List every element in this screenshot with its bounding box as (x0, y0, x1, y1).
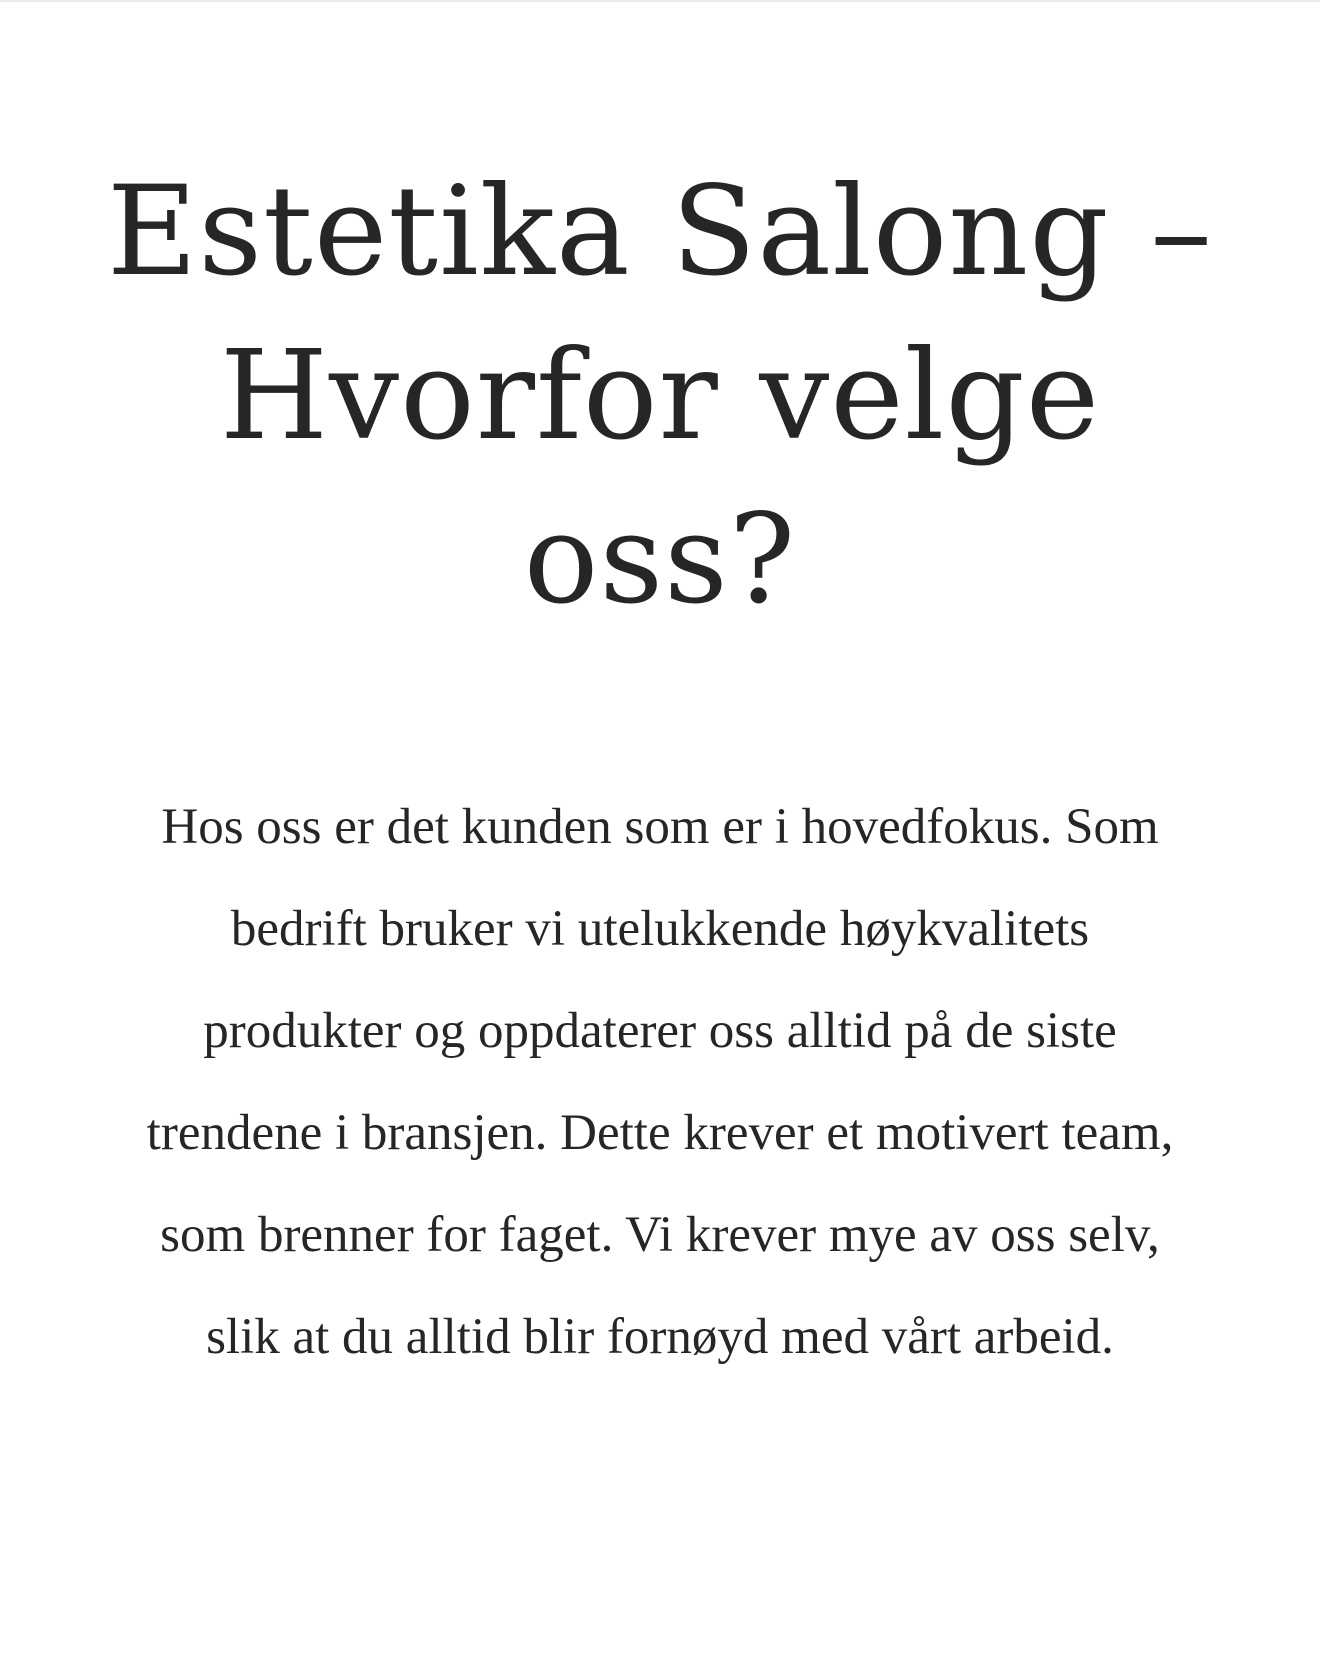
page-title: Estetika Salong – Hvorfor velge oss? (106, 160, 1214, 632)
intro-paragraph: Hos oss er det kunden som er i hovedfokus. Som bedrift bruker vi utelukkende høykvalitets produkter og oppdaterer oss alltid på de siste trendene i bransjen. Dette krever et motivert team, som brenner for faget. Vi krever mye av oss selv, slik at du alltid blir fornøyd med vårt arbeid. (146, 799, 1174, 1365)
